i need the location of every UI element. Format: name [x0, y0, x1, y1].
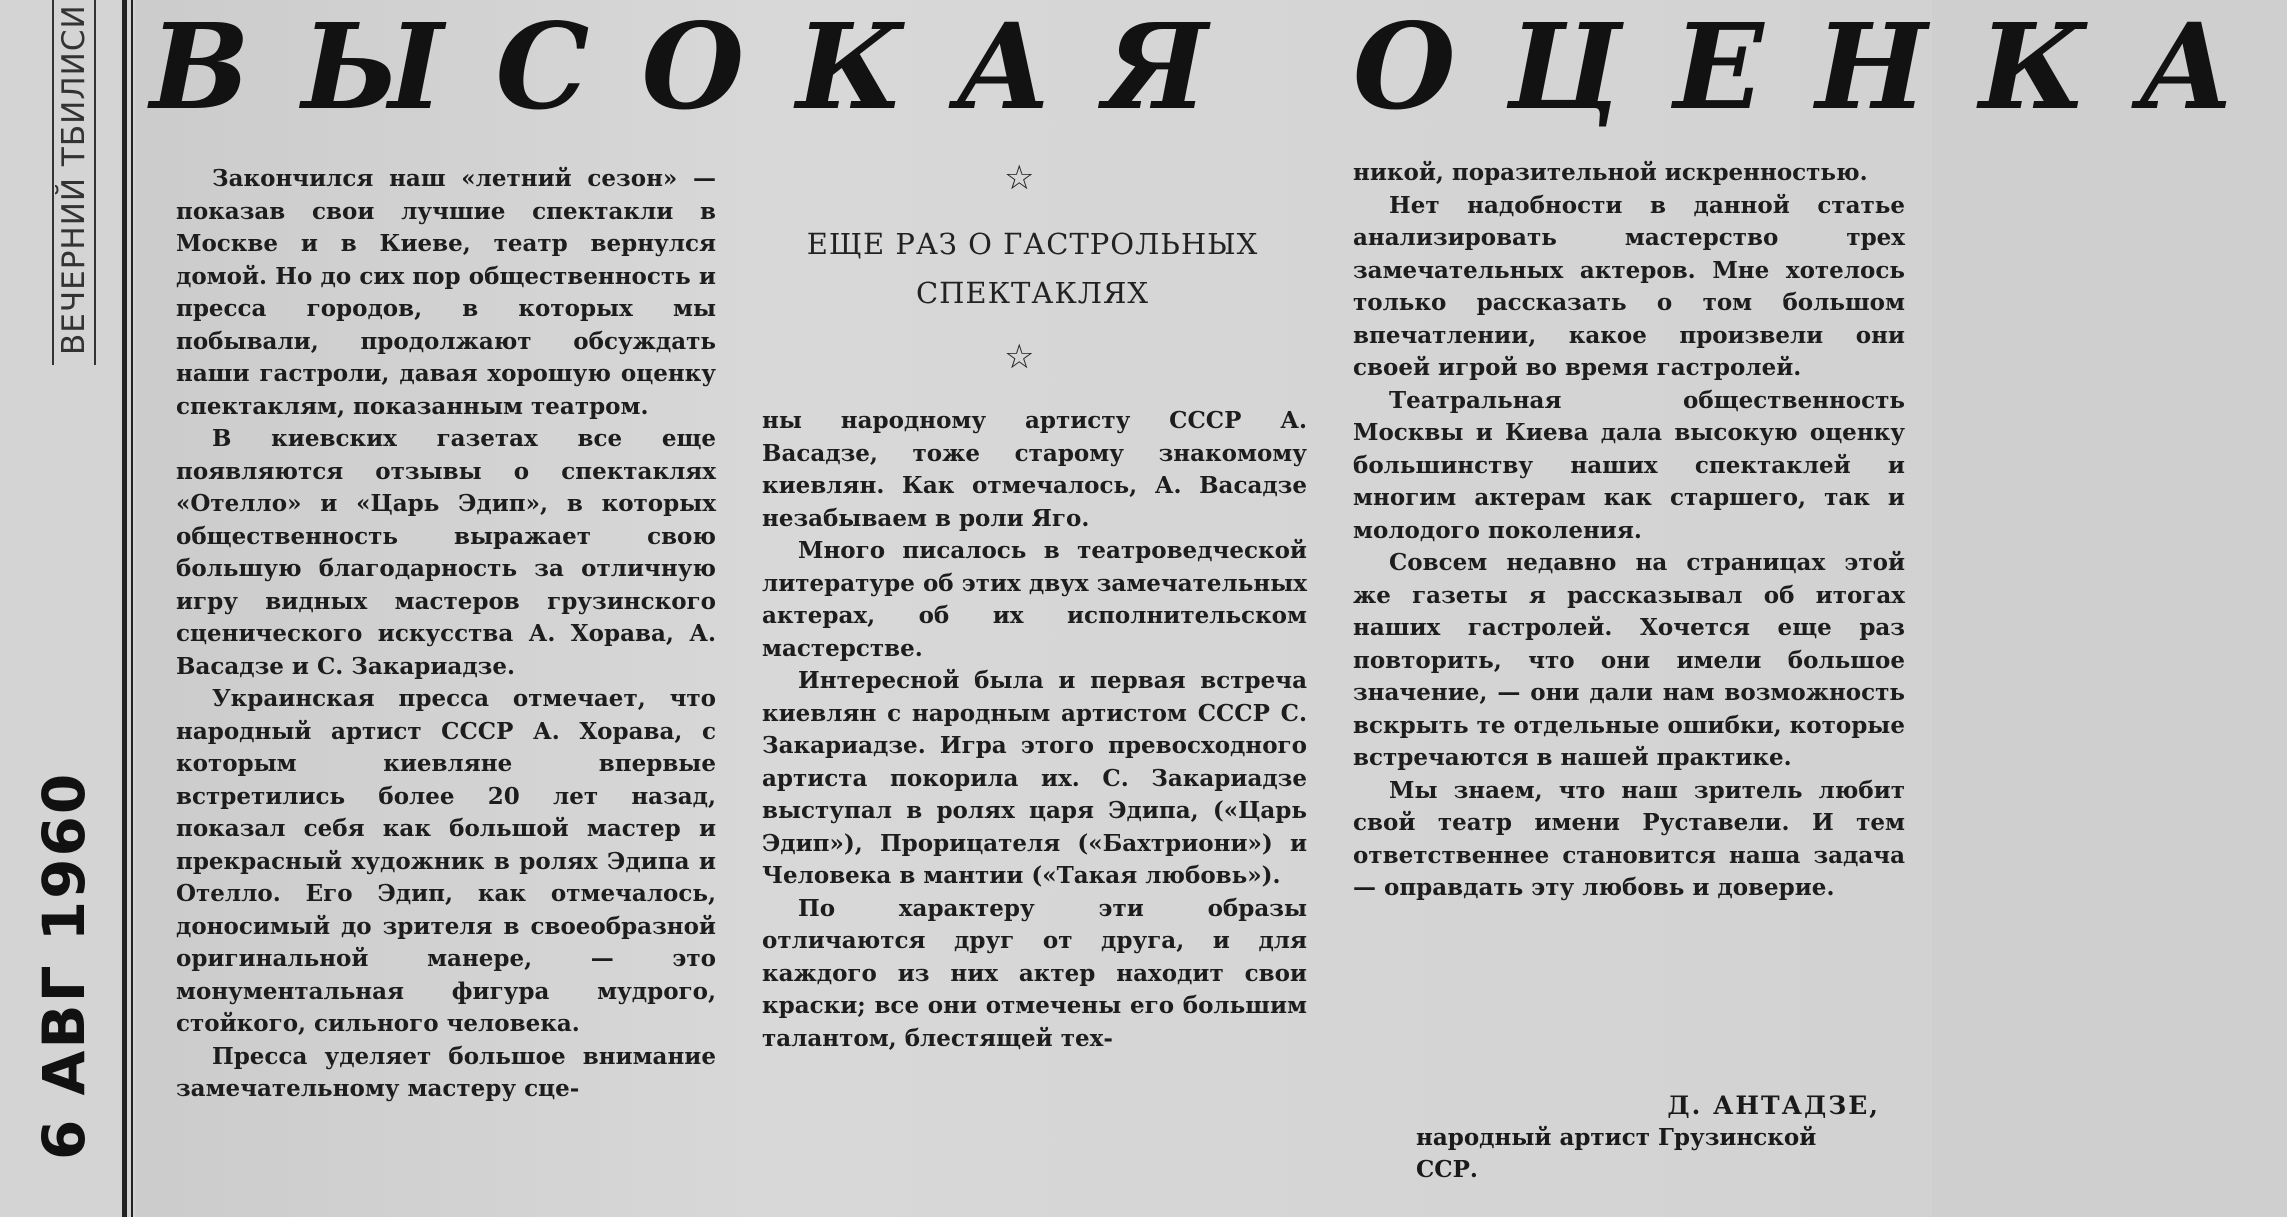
- column-rule-thin: [131, 0, 133, 1217]
- paragraph: Нет надобности в данной статье анализировать мастерство трех замечательных актеров. Мне хотелось только рассказать о том большом впечатлении, какое произвели они своей игрой во время гастролей.: [1353, 191, 1905, 381]
- paragraph: В киевских газетах все еще появляются отзывы о спектаклях «Отелло» и «Царь Эдип», в которых общественность выражает свою большую благодарность за отличную игру видных мастеров грузинского сценического искусства А. Хорава, А. Васадзе и С. Закариадзе.: [176, 425, 716, 680]
- author-signature: [1400, 1090, 1880, 1186]
- paragraph: По характеру эти образы отличаются друг от друга, и для каждого из них актер находит свои краски; все они отмечены его большим талантом, блестящей тех-: [762, 894, 1307, 1052]
- date-stamp: 6 АВГ 1960: [30, 771, 98, 1160]
- paragraph: Украинская пресса отмечает, что народный артист СССР А. Хорава, с которым киевляне впервые встретились более 20 лет назад, показал себя как большой мастер и прекрасный художник в ролях Эдипа и Отелло. Его Эдип, как отмечалось, доносимый до зрителя в своеобразной оригинальной манере, — это монументальная фигура мудрого, стойкого, сильного человека.: [176, 685, 716, 1037]
- article-subheading: ЕЩЕ РАЗ О ГАСТРОЛЬНЫХ СПЕКТАКЛЯХ: [806, 227, 1259, 310]
- paragraph: никой, поразительной искренностью.: [1353, 159, 1868, 186]
- paragraph: ны народному артисту СССР А. Васадзе, тоже старому знакомому киевлян. Как отмечалось, А. Васадзе незабываем в роли Яго.: [762, 407, 1307, 532]
- paragraph: Много писалось в театроведческой литературе об этих двух замечательных актерах, об их исполнительском мастерстве.: [762, 537, 1307, 662]
- star-icon: ☆: [1004, 337, 1035, 377]
- article-column-3: [1353, 157, 1905, 905]
- article-column-2: [762, 405, 1307, 1055]
- article-headline: ВЫСОКАЯ ОЦЕНКА: [150, 0, 2287, 136]
- article-column-1: [176, 163, 716, 1106]
- newspaper-masthead-stamp: ВЕЧЕРНИЙ ТБИЛИСИ: [52, 0, 96, 365]
- paragraph: Закончился наш «летний сезон» — показав свои лучшие спектакли в Москве и в Киеве, театр вернулся домой. Но до сих пор общественность и пресса городов, в которых мы побывали, продолжают обсуждать наши гастроли, давая хорошую оценку спектаклям, показанным театром.: [176, 165, 716, 420]
- paragraph: Театральная общественность Москвы и Киева дала высокую оценку большинству наших спектаклей и многим актерам как старшего, так и молодого поколения.: [1353, 386, 1905, 544]
- paragraph: Мы знаем, что наш зритель любит свой театр имени Руставели. И тем ответственнее становится наша задача — оправдать эту любовь и доверие.: [1353, 776, 1905, 901]
- paragraph: Интересной была и первая встреча киевлян с народным артистом СССР С. Закариадзе. Игра этого превосходного артиста покорила их. С. Закариадзе выступал в ролях царя Эдипа, («Царь Эдип»), Прорицателя («Бахтриони») и Человека в мантии («Такая любовь»).: [762, 667, 1307, 889]
- star-icon: ☆: [1004, 158, 1035, 198]
- author-title: народный артист Грузинской ССР.: [1416, 1124, 1817, 1183]
- paragraph: Совсем недавно на страницах этой же газеты я рассказывал об итогах наших гастролей. Хочется еще раз повторить, что они имели большое значение, — они дали нам возможность вскрыть те отдельные ошибки, которые встречаются в нашей практике.: [1353, 549, 1905, 771]
- paragraph: Пресса уделяет большое внимание замечательному мастеру сце-: [176, 1042, 716, 1102]
- column-rule: [122, 0, 127, 1217]
- author-name: Д. АНТАДЗЕ,: [1667, 1091, 1880, 1120]
